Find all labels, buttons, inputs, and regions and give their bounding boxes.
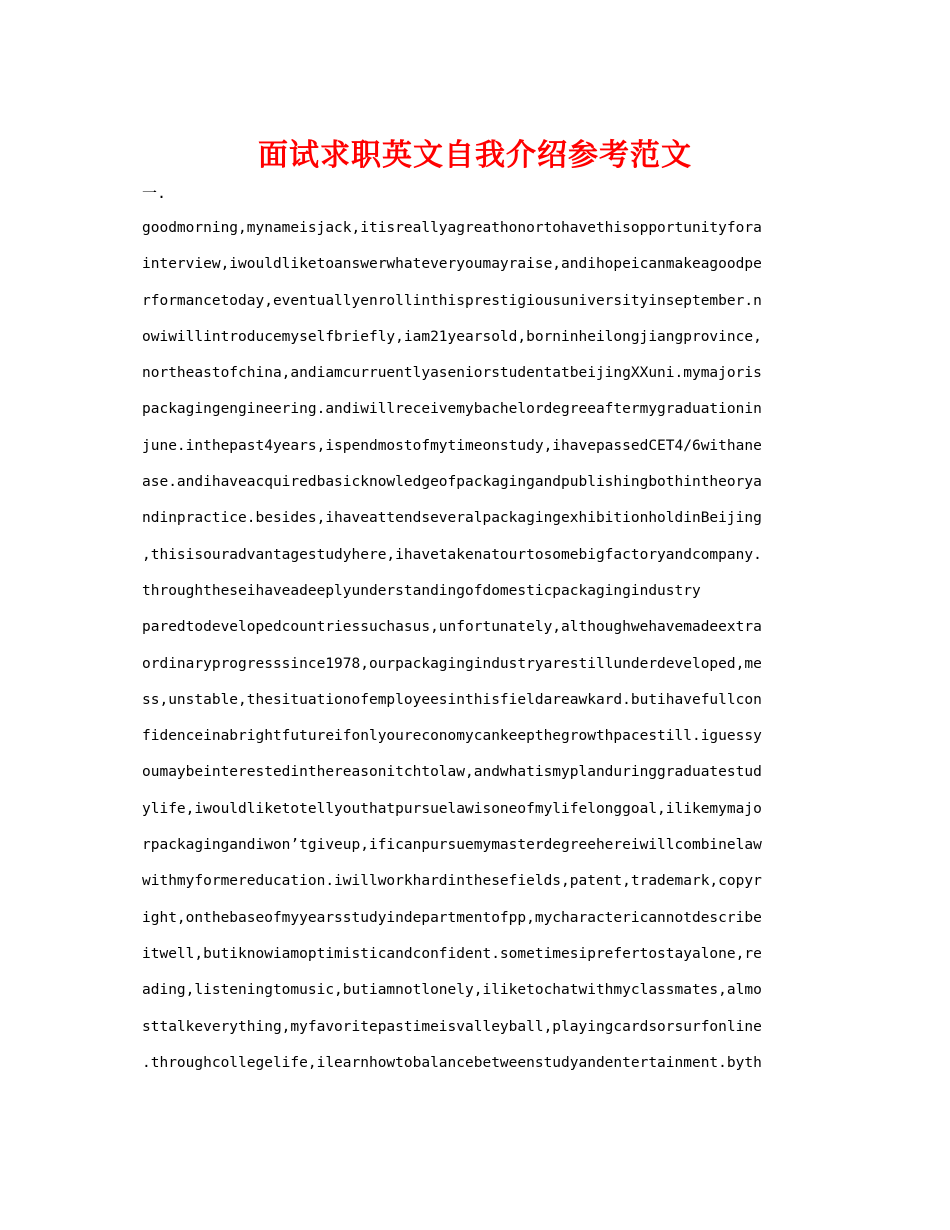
section-marker: 一. xyxy=(142,184,167,202)
text-line: ordinaryprogresssince1978,ourpackagingindustryarestillunderdeveloped,me xyxy=(142,655,762,672)
text-line: fidenceinabrightfutureifonlyoureconomycankeepthegrowthpacestill.iguessy xyxy=(142,728,762,745)
text-line: ,thisisouradvantagestudyhere,ihavetakenatourtosomebigfactoryandcompany. xyxy=(142,546,762,563)
text-line: withmyformereducation.iwillworkhardinthesefields,patent,trademark,copyr xyxy=(142,873,762,890)
text-line: june.inthepast4years,ispendmostofmytimeonstudy,ihavepassedCET4/6withane xyxy=(142,437,762,454)
text-line: goodmorning,mynameisjack,itisreallyagreathonortohavethisopportunityfora xyxy=(142,220,762,236)
text-line: sttalkeverything,myfavoritepastimeisvalleyball,playingcardsorsurfonline xyxy=(142,1018,762,1035)
text-line: rpackagingandiwon’tgiveup,ificanpursuemymasterdegreehereiwillcombinelaw xyxy=(142,837,762,854)
text-line: ndinpractice.besides,ihaveattendseveralpackagingexhibitionholdinBeijing xyxy=(142,510,762,527)
text-line: interview,iwouldliketoanswerwhateveryoumayraise,andihopeicanmakeagoodpe xyxy=(142,256,762,273)
text-line: ase.andihaveacquiredbasicknowledgeofpackagingandpublishingbothintheorya xyxy=(142,474,762,491)
text-line: paredtodevelopedcountriessuchasus,unfortunately,althoughwehavemadeextra xyxy=(142,619,762,636)
text-line: northeastofchina,andiamcurruentlyaseniorstudentatbeijingXXuni.mymajoris xyxy=(142,365,762,382)
body-text xyxy=(142,216,822,1087)
text-line: itwell,butiknowiamoptimisticandconfident.sometimesiprefertostayalone,re xyxy=(142,945,762,962)
text-line: oumaybeinterestedinthereasonitchtolaw,andwhatismyplanduringgraduatestud xyxy=(142,764,762,781)
document-title: 面试求职英文自我介绍参考范文 xyxy=(258,138,692,173)
text-line: ight,onthebaseofmyyearsstudyindepartmentofpp,mycharactericannotdescribe xyxy=(142,909,762,926)
text-line: rformancetoday,eventuallyenrollinthisprestigiousuniversityinseptember.n xyxy=(142,292,762,309)
text-line: ading,listeningtomusic,butiamnotlonely,iliketochatwithmyclassmates,almo xyxy=(142,982,762,999)
text-line: ss,unstable,thesituationofemployeesinthisfieldareawkard.butihavefullcon xyxy=(142,691,762,708)
text-line: packagingengineering.andiwillreceivemybachelordegreeaftermygraduationin xyxy=(142,401,762,418)
text-line: ylife,iwouldliketotellyouthatpursuelawisoneofmylifelonggoal,ilikemymajo xyxy=(142,800,762,817)
text-line: throughtheseihaveadeeplyunderstandingofdomesticpackagingindustry xyxy=(142,582,701,599)
text-line: owiwillintroducemyselfbriefly,iam21yearsold,borninheilongjiangprovince, xyxy=(142,328,762,345)
text-line: .throughcollegelife,ilearnhowtobalancebetweenstudyandentertainment.byth xyxy=(142,1054,762,1071)
